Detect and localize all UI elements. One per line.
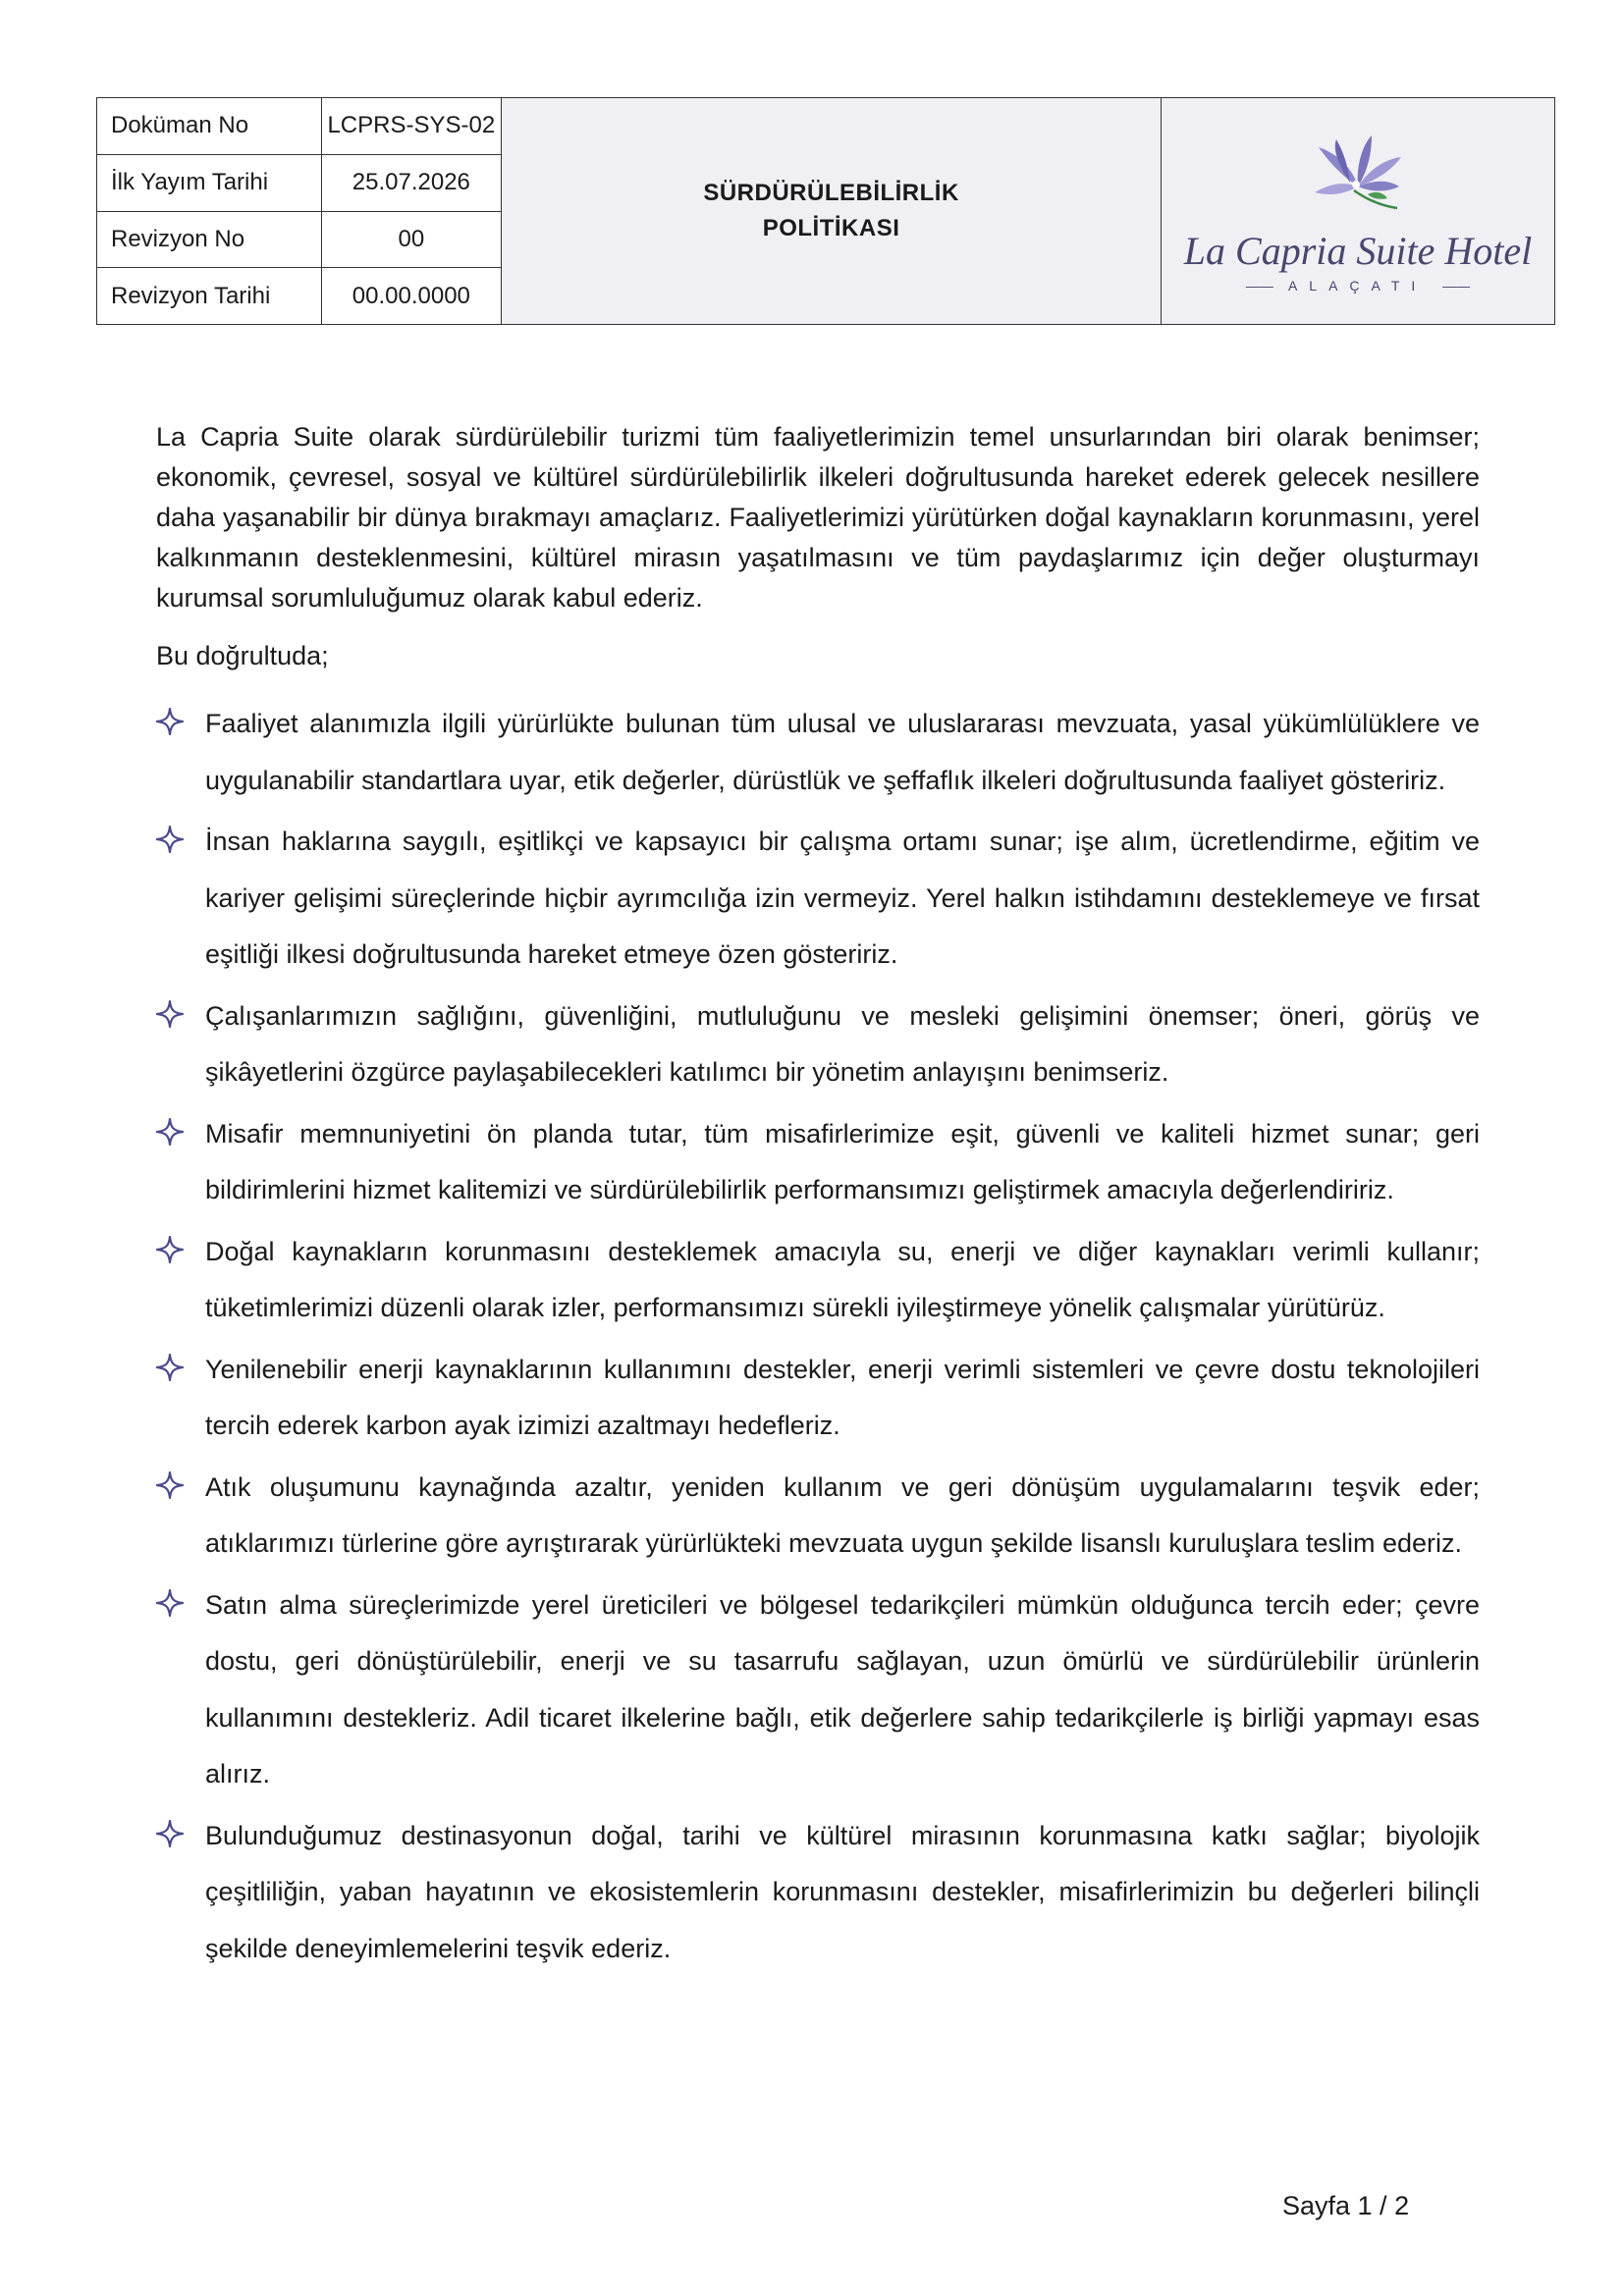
list-item-text: Doğal kaynakların korunmasını desteklemek amacıyla su, enerji ve diğer kaynakları verimli kullanır; tüketimlerimizi düzenli olarak izler, performansımızı sürekli iyileştirmeye yönelik çalışmalar yürütürüz. xyxy=(205,1236,1480,1322)
meta-value-document-no: LCPRS-SYS-02 xyxy=(321,98,502,155)
meta-label-revision-no: Revizyon No xyxy=(97,211,322,268)
flower-icon xyxy=(1315,135,1401,208)
meta-label-revision-date: Revizyon Tarihi xyxy=(97,268,322,325)
list-item-text: Satın alma süreçlerimizde yerel üreticileri ve bölgesel tedarikçileri mümkün olduğunca tercih eder; çevre dostu, geri dönüştürülebilir, enerji ve su tasarrufu sağlayan, uzun ömürlü ve sürdürülebilir ürünlerin kullanımını destekleriz. Adil ticaret ilkelerine bağlı, etik değerlere sahip tedarikçilerle iş birliği yapmayı esas alırız. xyxy=(205,1589,1480,1789)
list-item-text: Yenilenebilir enerji kaynaklarının kullanımını destekler, enerji verimli sistemleri ve çevre dostu teknolojileri tercih ederek karbon ayak izimizi azaltmayı hedefleriz. xyxy=(205,1354,1480,1440)
list-item-text: Atık oluşumunu kaynağında azaltır, yeniden kullanım ve geri dönüşüm uygulamalarını teşvik eder; atıklarımızı türlerine göre ayrıştırarak yürürlükteki mevzuata uygun şekilde lisanslı kuruluşlara teslim ederiz. xyxy=(205,1471,1480,1558)
four-point-star-icon xyxy=(156,1000,184,1028)
list-item-text: Bulunduğumuz destinasyonun doğal, tarihi ve kültürel mirasının korunmasına katkı sağlar; biyolojik çeşitliliğin, yaban hayatının ve ekosistemlerin korunmasını destekler, misafirlerimizin bu değerleri bilinçli şekilde deneyimlemelerini teşvik ederiz. xyxy=(205,1820,1480,1963)
document-header xyxy=(96,97,1555,325)
list-item xyxy=(156,1342,1480,1455)
meta-value-revision-date: 00.00.0000 xyxy=(321,268,502,325)
logo-subtitle-text: ALAÇATI xyxy=(1287,277,1428,294)
list-item-text: İnsan haklarına saygılı, eşitlikçi ve kapsayıcı bir çalışma ortamı sunar; işe alım, ücretlendirme, eğitim ve kariyer gelişimi süreçlerinde hiçbir ayrımcılığa izin vermeyiz. Yerel halkın istihdamını desteklemeye ve fırsat eşitliği ilkesi doğrultusunda hareket etmeye özen gösteririz. xyxy=(205,827,1480,969)
policy-list xyxy=(156,696,1480,1977)
meta-label-first-publish-date: İlk Yayım Tarihi xyxy=(97,154,322,211)
list-item xyxy=(156,1808,1480,1978)
intro-paragraph: La Capria Suite olarak sürdürülebilir turizmi tüm faaliyetlerimizin temel unsurlarından biri olarak benimser; ekonomik, çevresel, sosyal ve kültürel sürdürülebilirlik ilkeleri doğrultusunda hareket ederek gelecek nesillere daha yaşanabilir bir dünya bırakmayı amaçlarız. Faaliyetlerimizi yürütürken doğal kaynakların korunmasını, yerel kalkınmanın desteklenmesini, kültürel mirasın yaşatılmasını ve tüm paydaşlarımız için değer oluşturmayı kurumsal sorumluluğumuz olarak kabul ederiz. xyxy=(156,422,1480,613)
four-point-star-icon xyxy=(156,1589,184,1617)
list-item xyxy=(156,988,1480,1101)
logo-subtitle: —— ALAÇATI —— xyxy=(1245,277,1471,294)
four-point-star-icon xyxy=(156,708,184,735)
list-item xyxy=(156,1224,1480,1337)
title-line-2: POLİTİKASI xyxy=(762,215,900,241)
four-point-star-icon xyxy=(156,1820,184,1847)
four-point-star-icon xyxy=(156,1471,184,1499)
document-body xyxy=(156,417,1480,1982)
four-point-star-icon xyxy=(156,1354,184,1381)
lead-text: Bu doğrultuda; xyxy=(156,641,329,670)
page-number: Sayfa 1 / 2 xyxy=(1282,2191,1410,2220)
meta-value-first-publish-date: 25.07.2026 xyxy=(321,154,502,211)
document-title xyxy=(502,98,1162,325)
list-item-text: Faaliyet alanımızla ilgili yürürlükte bulunan tüm ulusal ve uluslararası mevzuata, yasal yükümlülüklere ve uygulanabilir standartlara uyar, etik değerler, dürüstlük ve şeffaflık ilkeleri doğrultusunda faaliyet gösteririz. xyxy=(205,709,1480,795)
list-item xyxy=(156,814,1480,984)
meta-label-document-no: Doküman No xyxy=(97,98,322,155)
four-point-star-icon xyxy=(156,1236,184,1263)
four-point-star-icon xyxy=(156,1118,184,1146)
list-item xyxy=(156,1577,1480,1803)
list-item xyxy=(156,696,1480,809)
list-item xyxy=(156,1460,1480,1573)
four-point-star-icon xyxy=(156,826,184,853)
title-line-1: SÜRDÜRÜLEBİLİRLİK xyxy=(703,180,959,206)
list-item xyxy=(156,1106,1480,1219)
list-item-text: Misafir memnuniyetini ön planda tutar, tüm misafirlerimize eşit, güvenli ve kaliteli hizmet sunar; geri bildirimlerini hizmet kalitemizi ve sürdürülebilirlik performansımızı geliştirmek amacıyla değerlendiririz. xyxy=(205,1118,1480,1204)
list-item-text: Çalışanlarımızın sağlığını, güvenliğini, mutluluğunu ve mesleki gelişimini önemser; öneri, görüş ve şikâyetlerini özgürce paylaşabilecekleri katılımcı bir yönetim anlayışını benimseriz. xyxy=(205,1000,1480,1087)
logo-cell xyxy=(1162,98,1555,325)
logo-name: La Capria Suite Hotel xyxy=(1183,228,1533,273)
meta-value-revision-no: 00 xyxy=(321,211,502,268)
